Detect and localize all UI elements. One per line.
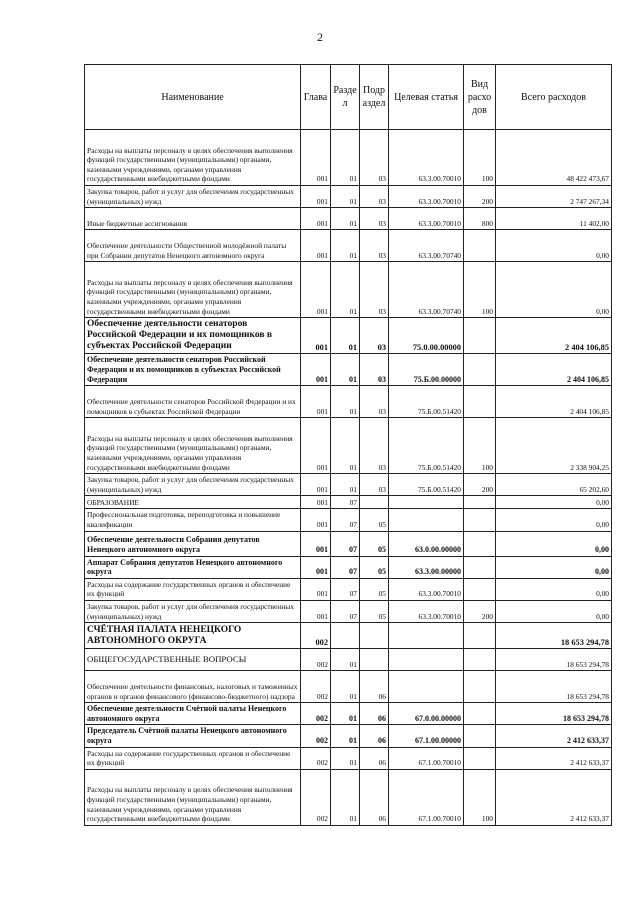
cell-glava: 002 — [301, 703, 331, 725]
cell-razdel: 01 — [331, 130, 360, 186]
cell-name: Обеспечение деятельности Общественной молодёжной палаты при Собрании депутатов Ненецкого автономного округа — [85, 230, 301, 262]
cell-razdel: 01 — [331, 230, 360, 262]
cell-name: Расходы на выплаты персоналу в целях обеспечения выполнения функций государственными (муниципальными) органами, казенными учреждениями, органами управления государственными внебюджетными фондами — [85, 418, 301, 474]
cell-glava: 001 — [301, 230, 331, 262]
cell-name: ОБРАЗОВАНИЕ — [85, 496, 301, 509]
cell-glava: 001 — [301, 496, 331, 509]
table-row — [85, 556, 612, 578]
cell-razdel: 01 — [331, 386, 360, 418]
table-row — [85, 531, 612, 556]
table-row — [85, 649, 612, 671]
cell-glava: 001 — [301, 262, 331, 318]
cell-total: 0,00 — [496, 262, 612, 318]
cell-vid — [464, 318, 496, 354]
cell-celevaya: 75.Б.00.51420 — [389, 474, 464, 496]
cell-vid: 200 — [464, 474, 496, 496]
cell-podrazdel — [360, 623, 389, 649]
cell-glava: 001 — [301, 600, 331, 622]
cell-razdel: 01 — [331, 725, 360, 747]
cell-total: 2 404 106,85 — [496, 318, 612, 354]
cell-razdel: 07 — [331, 556, 360, 578]
cell-celevaya: 67.1.00.70010 — [389, 747, 464, 769]
cell-name: Профессиональная подготовка, переподготовка и повышение квалификации — [85, 509, 301, 531]
cell-vid: 100 — [464, 130, 496, 186]
table-row — [85, 578, 612, 600]
cell-podrazdel — [360, 649, 389, 671]
cell-glava: 001 — [301, 186, 331, 208]
cell-total: 18 653 294,78 — [496, 649, 612, 671]
cell-podrazdel: 03 — [360, 130, 389, 186]
cell-celevaya: 75.0.00.00000 — [389, 318, 464, 354]
cell-total: 11 402,00 — [496, 208, 612, 230]
cell-total: 0,00 — [496, 496, 612, 509]
cell-celevaya: 63.3.00.00000 — [389, 556, 464, 578]
cell-razdel: 01 — [331, 186, 360, 208]
cell-glava: 001 — [301, 386, 331, 418]
cell-vid — [464, 578, 496, 600]
cell-vid: 100 — [464, 769, 496, 825]
cell-razdel: 01 — [331, 671, 360, 703]
table-row — [85, 703, 612, 725]
table-row — [85, 318, 612, 354]
cell-total: 18 653 294,78 — [496, 703, 612, 725]
budget-table — [84, 64, 612, 826]
cell-razdel: 07 — [331, 600, 360, 622]
cell-glava: 001 — [301, 208, 331, 230]
cell-name: Расходы на выплаты персоналу в целях обеспечения выполнения функций государственными (муниципальными) органами, казенными учреждениями, органами управления государственными внебюджетными фондами — [85, 130, 301, 186]
table-row — [85, 186, 612, 208]
cell-celevaya: 67.0.00.00000 — [389, 703, 464, 725]
cell-glava: 002 — [301, 725, 331, 747]
cell-name: Обеспечение деятельности сенаторов Российской Федерации и их помощников в субъектах Российской Федерации — [85, 318, 301, 354]
header-celevaya: Целевая статья — [389, 65, 464, 130]
cell-razdel: 01 — [331, 418, 360, 474]
cell-glava: 001 — [301, 531, 331, 556]
table-row — [85, 769, 612, 825]
table-row — [85, 623, 612, 649]
cell-total: 2 412 633,37 — [496, 747, 612, 769]
cell-celevaya: 63.3.00.70010 — [389, 208, 464, 230]
cell-name: Закупка товаров, работ и услуг для обеспечения государственных (муниципальных) нужд — [85, 186, 301, 208]
cell-podrazdel: 06 — [360, 725, 389, 747]
cell-podrazdel: 03 — [360, 386, 389, 418]
cell-glava: 001 — [301, 318, 331, 354]
cell-podrazdel: 03 — [360, 474, 389, 496]
cell-total: 65 202,60 — [496, 474, 612, 496]
cell-vid — [464, 671, 496, 703]
cell-podrazdel: 03 — [360, 186, 389, 208]
cell-podrazdel: 03 — [360, 318, 389, 354]
header-razdel: Разде л — [331, 65, 360, 130]
cell-vid — [464, 649, 496, 671]
cell-celevaya: 75.Б.00.00000 — [389, 354, 464, 386]
page-number: 2 — [317, 30, 323, 44]
cell-podrazdel — [360, 496, 389, 509]
cell-vid — [464, 725, 496, 747]
table-row — [85, 354, 612, 386]
table-row — [85, 509, 612, 531]
cell-total: 0,00 — [496, 556, 612, 578]
cell-name: Обеспечение деятельности сенаторов Российской Федерации и их помощников в субъектах Российской Федерации — [85, 386, 301, 418]
cell-glava: 001 — [301, 418, 331, 474]
cell-vid — [464, 354, 496, 386]
cell-name: Обеспечение деятельности Счётной палаты Ненецкого автономного округа — [85, 703, 301, 725]
cell-razdel: 01 — [331, 354, 360, 386]
header-name: Наименование — [85, 65, 301, 130]
cell-name: Обеспечение деятельности Собрания депутатов Ненецкого автономного округа — [85, 531, 301, 556]
cell-celevaya: 63.3.00.70010 — [389, 578, 464, 600]
cell-vid — [464, 386, 496, 418]
cell-celevaya: 63.3.00.70740 — [389, 230, 464, 262]
table-row — [85, 725, 612, 747]
cell-celevaya — [389, 496, 464, 509]
cell-name: Расходы на выплаты персоналу в целях обеспечения выполнения функций государственными (муниципальными) органами, казенными учреждениями, органами управления государственными внебюджетными фондами — [85, 262, 301, 318]
cell-total: 48 422 473,67 — [496, 130, 612, 186]
cell-glava: 002 — [301, 671, 331, 703]
cell-total: 0,00 — [496, 230, 612, 262]
table-row — [85, 747, 612, 769]
cell-podrazdel: 06 — [360, 671, 389, 703]
header-podrazdel: Подр аздел — [360, 65, 389, 130]
cell-razdel: 01 — [331, 747, 360, 769]
cell-name: Закупка товаров, работ и услуг для обеспечения государственных (муниципальных) нужд — [85, 474, 301, 496]
cell-celevaya: 75.Б.00.51420 — [389, 418, 464, 474]
cell-celevaya — [389, 649, 464, 671]
cell-vid — [464, 703, 496, 725]
cell-razdel: 07 — [331, 531, 360, 556]
cell-podrazdel: 05 — [360, 600, 389, 622]
cell-celevaya: 63.0.00.00000 — [389, 531, 464, 556]
cell-celevaya: 67.1.00.00000 — [389, 725, 464, 747]
table-row — [85, 496, 612, 509]
table-row — [85, 262, 612, 318]
cell-name: СЧЁТНАЯ ПАЛАТА НЕНЕЦКОГО АВТОНОМНОГО ОКРУГА — [85, 623, 301, 649]
cell-glava: 002 — [301, 649, 331, 671]
cell-vid: 200 — [464, 186, 496, 208]
cell-razdel: 01 — [331, 703, 360, 725]
cell-celevaya: 63.3.00.70010 — [389, 600, 464, 622]
cell-name: Председатель Счётной палаты Ненецкого автономного округа — [85, 725, 301, 747]
cell-vid — [464, 230, 496, 262]
cell-razdel: 01 — [331, 649, 360, 671]
table-row — [85, 474, 612, 496]
cell-podrazdel: 05 — [360, 578, 389, 600]
table-row — [85, 386, 612, 418]
cell-razdel: 01 — [331, 769, 360, 825]
cell-glava: 002 — [301, 769, 331, 825]
table-row — [85, 208, 612, 230]
cell-name: Расходы на содержание государственных органов и обеспечение их функций — [85, 578, 301, 600]
cell-vid: 800 — [464, 208, 496, 230]
cell-name: Закупка товаров, работ и услуг для обеспечения государственных (муниципальных) нужд — [85, 600, 301, 622]
cell-name: Иные бюджетные ассигнования — [85, 208, 301, 230]
cell-podrazdel: 03 — [360, 418, 389, 474]
cell-razdel: 07 — [331, 496, 360, 509]
cell-glava: 001 — [301, 474, 331, 496]
cell-vid: 100 — [464, 262, 496, 318]
cell-podrazdel: 03 — [360, 208, 389, 230]
table-header-row — [85, 65, 612, 130]
cell-podrazdel: 03 — [360, 230, 389, 262]
cell-name: ОБЩЕГОСУДАРСТВЕННЫЕ ВОПРОСЫ — [85, 649, 301, 671]
header-total: Всего расходов — [496, 65, 612, 130]
cell-razdel: 01 — [331, 208, 360, 230]
cell-name: Аппарат Собрания депутатов Ненецкого автономного округа — [85, 556, 301, 578]
cell-vid — [464, 531, 496, 556]
cell-total: 18 653 294,78 — [496, 671, 612, 703]
cell-celevaya: 63.3.00.70010 — [389, 130, 464, 186]
cell-total: 2 412 633,37 — [496, 769, 612, 825]
cell-total: 2 338 904,25 — [496, 418, 612, 474]
cell-celevaya — [389, 623, 464, 649]
cell-glava: 001 — [301, 130, 331, 186]
table-row — [85, 418, 612, 474]
table-row — [85, 130, 612, 186]
cell-vid — [464, 496, 496, 509]
cell-vid — [464, 747, 496, 769]
cell-total: 18 653 294,78 — [496, 623, 612, 649]
table-row — [85, 600, 612, 622]
cell-vid — [464, 623, 496, 649]
header-vid: Вид расхо дов — [464, 65, 496, 130]
cell-celevaya: 75.Б.00.51420 — [389, 386, 464, 418]
cell-razdel: 01 — [331, 262, 360, 318]
cell-glava: 001 — [301, 509, 331, 531]
cell-vid — [464, 556, 496, 578]
cell-total: 2 404 106,85 — [496, 354, 612, 386]
cell-podrazdel: 03 — [360, 354, 389, 386]
cell-razdel — [331, 623, 360, 649]
cell-podrazdel: 05 — [360, 509, 389, 531]
cell-vid: 100 — [464, 418, 496, 474]
cell-name: Обеспечение деятельности сенаторов Российской Федерации и их помощников в субъектах Российской Федерации — [85, 354, 301, 386]
cell-total: 2 747 267,34 — [496, 186, 612, 208]
cell-celevaya: 67.1.00.70010 — [389, 769, 464, 825]
cell-total: 0,00 — [496, 509, 612, 531]
table-row — [85, 230, 612, 262]
cell-name: Расходы на выплаты персоналу в целях обеспечения выполнения функций государственными (муниципальными) органами, казенными учреждениями, органами управления государственными внебюджетными фондами — [85, 769, 301, 825]
cell-podrazdel: 06 — [360, 747, 389, 769]
cell-razdel: 01 — [331, 318, 360, 354]
cell-celevaya: 63.3.00.70740 — [389, 262, 464, 318]
cell-glava: 001 — [301, 578, 331, 600]
cell-glava: 001 — [301, 556, 331, 578]
cell-total: 2 404 106,85 — [496, 386, 612, 418]
cell-name: Обеспечение деятельности финансовых, налоговых и таможенных органов и органов финансового (финансово-бюджетного) надзора — [85, 671, 301, 703]
cell-total: 2 412 633,37 — [496, 725, 612, 747]
cell-glava: 002 — [301, 747, 331, 769]
cell-vid: 200 — [464, 600, 496, 622]
cell-podrazdel: 06 — [360, 769, 389, 825]
cell-podrazdel: 05 — [360, 556, 389, 578]
cell-podrazdel: 05 — [360, 531, 389, 556]
cell-celevaya — [389, 509, 464, 531]
cell-vid — [464, 509, 496, 531]
cell-razdel: 01 — [331, 474, 360, 496]
cell-razdel: 07 — [331, 578, 360, 600]
cell-total: 0,00 — [496, 600, 612, 622]
cell-total: 0,00 — [496, 531, 612, 556]
cell-glava: 002 — [301, 623, 331, 649]
cell-celevaya — [389, 671, 464, 703]
cell-razdel: 07 — [331, 509, 360, 531]
header-glava: Глава — [301, 65, 331, 130]
cell-name: Расходы на содержание государственных органов и обеспечение их функций — [85, 747, 301, 769]
cell-podrazdel: 06 — [360, 703, 389, 725]
cell-podrazdel: 03 — [360, 262, 389, 318]
cell-glava: 001 — [301, 354, 331, 386]
cell-total: 0,00 — [496, 578, 612, 600]
table-row — [85, 671, 612, 703]
cell-celevaya: 63.3.00.70010 — [389, 186, 464, 208]
